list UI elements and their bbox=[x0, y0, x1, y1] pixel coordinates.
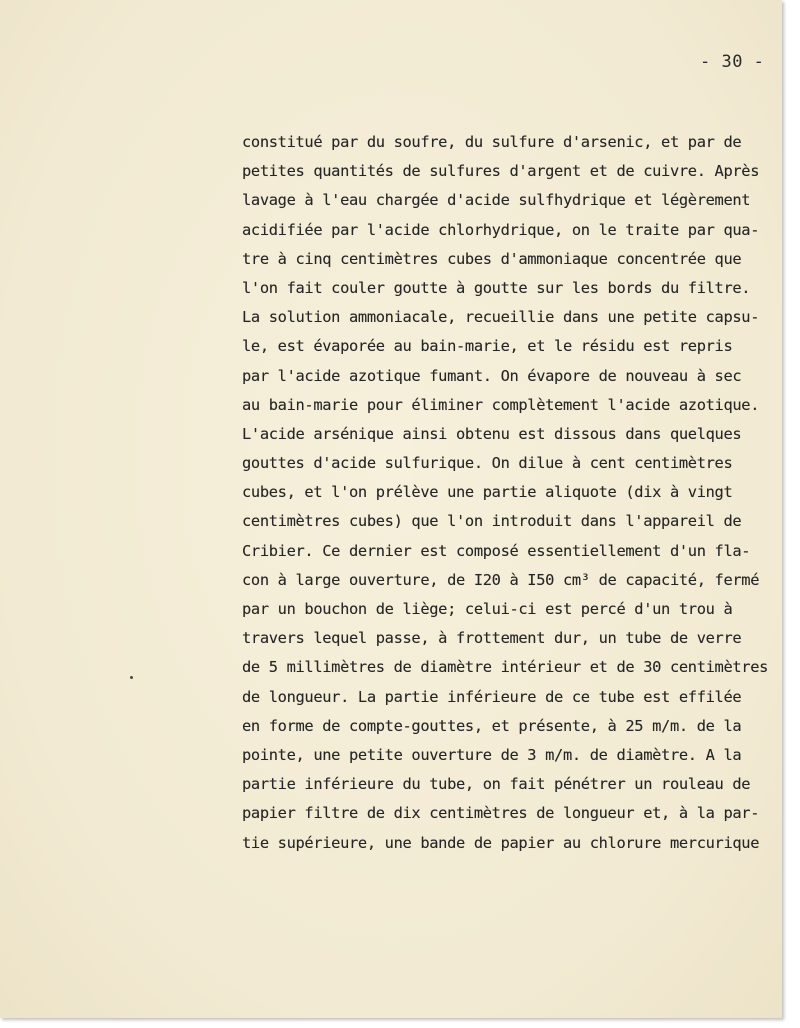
text-line: cubes, et l'on prélève une partie aliquote (dix à vingt bbox=[242, 483, 733, 502]
text-line: lavage à l'eau chargée d'acide sulfhydrique et légèrement bbox=[242, 191, 751, 210]
text-line: le, est évaporée au bain-marie, et le résidu est repris bbox=[242, 337, 733, 356]
text-line: par l'acide azotique fumant. On évapore de nouveau à sec bbox=[242, 366, 742, 385]
text-line: L'acide arsénique ainsi obtenu est dissous dans quelques bbox=[242, 424, 742, 443]
text-line: pointe, une petite ouverture de 3 m/m. de diamètre. A la bbox=[242, 745, 742, 764]
page-number: - 30 - bbox=[700, 52, 765, 72]
text-line: en forme de compte-gouttes, et présente, à 25 m/m. de la bbox=[242, 716, 742, 735]
text-line: constitué par du soufre, du sulfure d'arsenic, et par de bbox=[242, 133, 742, 151]
text-line: de longueur. La partie inférieure de ce tube est effilée bbox=[242, 687, 742, 706]
text-line: La solution ammoniacale, recueillie dans une petite capsu- bbox=[242, 308, 760, 327]
text-line: tie supérieure, une bande de papier au chlorure mercurique bbox=[242, 833, 760, 852]
text-line: par un bouchon de liège; celui-ci est percé d'un trou à bbox=[242, 600, 733, 618]
paper-speck bbox=[130, 676, 133, 679]
text-line: l'on fait couler goutte à goutte sur les bords du filtre. bbox=[242, 278, 751, 297]
text-line: tre à cinq centimètres cubes d'ammoniaque concentrée que bbox=[242, 249, 742, 268]
text-line: papier filtre de dix centimètres de longueur et, à la par- bbox=[242, 804, 760, 823]
text-line: gouttes d'acide sulfurique. On dilue à cent centimètres bbox=[242, 454, 733, 473]
text-line: acidifiée par l'acide chlorhydrique, on le traite par qua- bbox=[242, 220, 760, 239]
body-text bbox=[242, 128, 772, 858]
text-line: centimètres cubes) que l'on introduit dans l'appareil de bbox=[242, 512, 742, 531]
text-line: travers lequel passe, à frottement dur, un tube de verre bbox=[242, 629, 742, 648]
text-line: de 5 millimètres de diamètre intérieur et de 30 centimètres bbox=[242, 658, 769, 677]
text-line: partie inférieure du tube, on fait pénétrer un rouleau de bbox=[242, 775, 751, 794]
text-line: con à large ouverture, de I20 à I50 cm³ de capacité, fermé bbox=[242, 570, 760, 589]
text-line: au bain-marie pour éliminer complètement l'acide azotique. bbox=[242, 395, 760, 414]
text-line: petites quantités de sulfures d'argent et de cuivre. Après bbox=[242, 162, 760, 181]
text-line: Cribier. Ce dernier est composé essentiellement d'un fla- bbox=[242, 541, 751, 560]
